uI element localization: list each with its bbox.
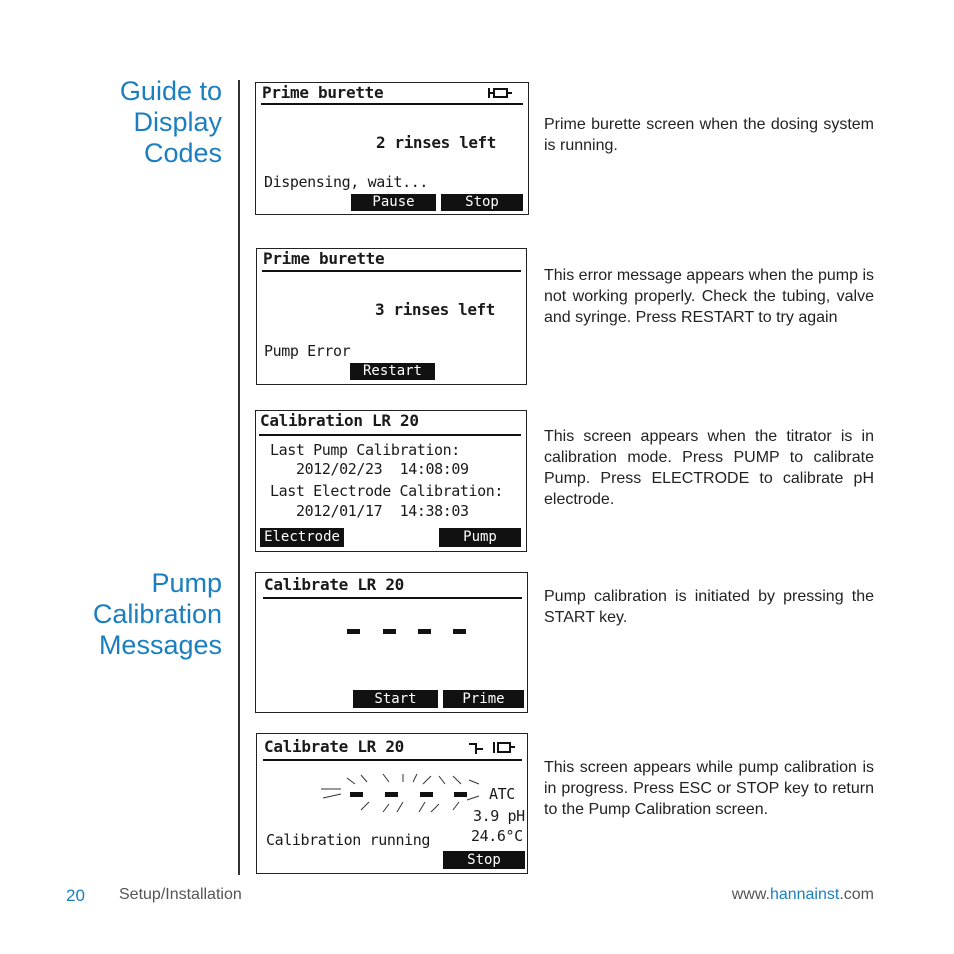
lcd-title: Prime burette <box>263 249 385 268</box>
vertical-divider <box>238 80 240 875</box>
lcd-screen-calibrate-start <box>255 572 528 713</box>
dash-segment <box>347 629 360 634</box>
syringe-icon <box>486 86 514 100</box>
last-pump-calibration-label: Last Pump Calibration: <box>270 441 460 459</box>
heading-pump-calibration-messages <box>93 568 222 661</box>
lcd-title: Calibrate LR 20 <box>264 575 404 594</box>
last-pump-calibration-value: 2012/02/23 14:08:09 <box>296 460 469 478</box>
last-electrode-calibration-value: 2012/01/17 14:38:03 <box>296 502 469 520</box>
lcd-title: Calibrate LR 20 <box>264 737 404 756</box>
stirrer-icon <box>467 740 485 756</box>
lcd-screen-calibration-running <box>256 733 528 874</box>
heading-line: Calibration <box>92 599 222 629</box>
syringe-icon <box>493 740 517 756</box>
heading-line: Messages <box>98 630 222 660</box>
section-name: Setup/Installation <box>119 886 242 903</box>
lcd-title-rule <box>263 759 522 761</box>
description-calibration-running: This screen appears while pump calibration is in progress. Press ESC or STOP key to return to the Pump Calibration screen. <box>544 759 874 818</box>
lcd-screen-calibration-mode <box>255 410 527 552</box>
lcd-screen-pump-error <box>256 248 527 385</box>
heading-line: Guide to <box>119 76 222 106</box>
prime-button[interactable]: Prime <box>443 690 524 708</box>
atc-label: ATC <box>489 785 515 803</box>
rinses-left-text: 2 rinses left <box>376 133 497 152</box>
page-number: 20 <box>66 886 85 905</box>
lcd-screen-prime-burette-running <box>255 82 529 215</box>
electrode-button[interactable]: Electrode <box>260 528 344 547</box>
last-electrode-calibration-label: Last Electrode Calibration: <box>270 482 504 500</box>
website-url[interactable] <box>732 886 874 904</box>
website-brand: hannainst <box>769 886 840 903</box>
stop-button[interactable]: Stop <box>441 194 523 211</box>
lcd-title-rule <box>259 434 521 436</box>
pause-button[interactable]: Pause <box>351 194 436 211</box>
heading-guide-to-display-codes <box>120 76 222 169</box>
heading-line: Pump <box>151 568 222 598</box>
description-calibrate-start: Pump calibration is initiated by pressing the START key. <box>544 588 874 626</box>
temperature-reading: 24.6°C <box>471 827 523 845</box>
heading-line: Display <box>133 107 222 137</box>
lcd-title-rule <box>262 270 521 272</box>
blinking-rays <box>319 770 489 818</box>
start-button[interactable]: Start <box>353 690 438 708</box>
heading-line: Codes <box>143 138 222 168</box>
dash-segment <box>383 629 396 634</box>
description-pump-error: This error message appears when the pump is not working properly. Check the tubing, valve and syringe. Press RESTART to try again <box>544 267 874 326</box>
description-prime-burette-running: Prime burette screen when the dosing system is running. <box>544 116 874 154</box>
status-text: Pump Error <box>264 342 351 360</box>
stop-button[interactable]: Stop <box>443 851 525 869</box>
lcd-title-rule <box>261 103 523 105</box>
status-text: Dispensing, wait... <box>264 173 428 191</box>
status-text: Calibration running <box>266 831 430 849</box>
pump-button[interactable]: Pump <box>439 528 521 547</box>
dash-segment <box>418 629 431 634</box>
rinses-left-text: 3 rinses left <box>375 300 496 319</box>
website-prefix: www. <box>731 886 770 903</box>
ph-reading: 3.9 pH <box>473 807 525 825</box>
dash-segment <box>453 629 466 634</box>
description-calibration-mode: This screen appears when the titrator is in calibration mode. Press PUMP to calibrate Pump. Press ELECTRODE to calibrate pH electrode. <box>544 428 874 508</box>
lcd-title-rule <box>263 597 522 599</box>
website-suffix: .com <box>839 886 874 903</box>
lcd-title: Calibration LR 20 <box>260 411 419 430</box>
restart-button[interactable]: Restart <box>350 363 435 380</box>
lcd-title: Prime burette <box>262 83 384 102</box>
